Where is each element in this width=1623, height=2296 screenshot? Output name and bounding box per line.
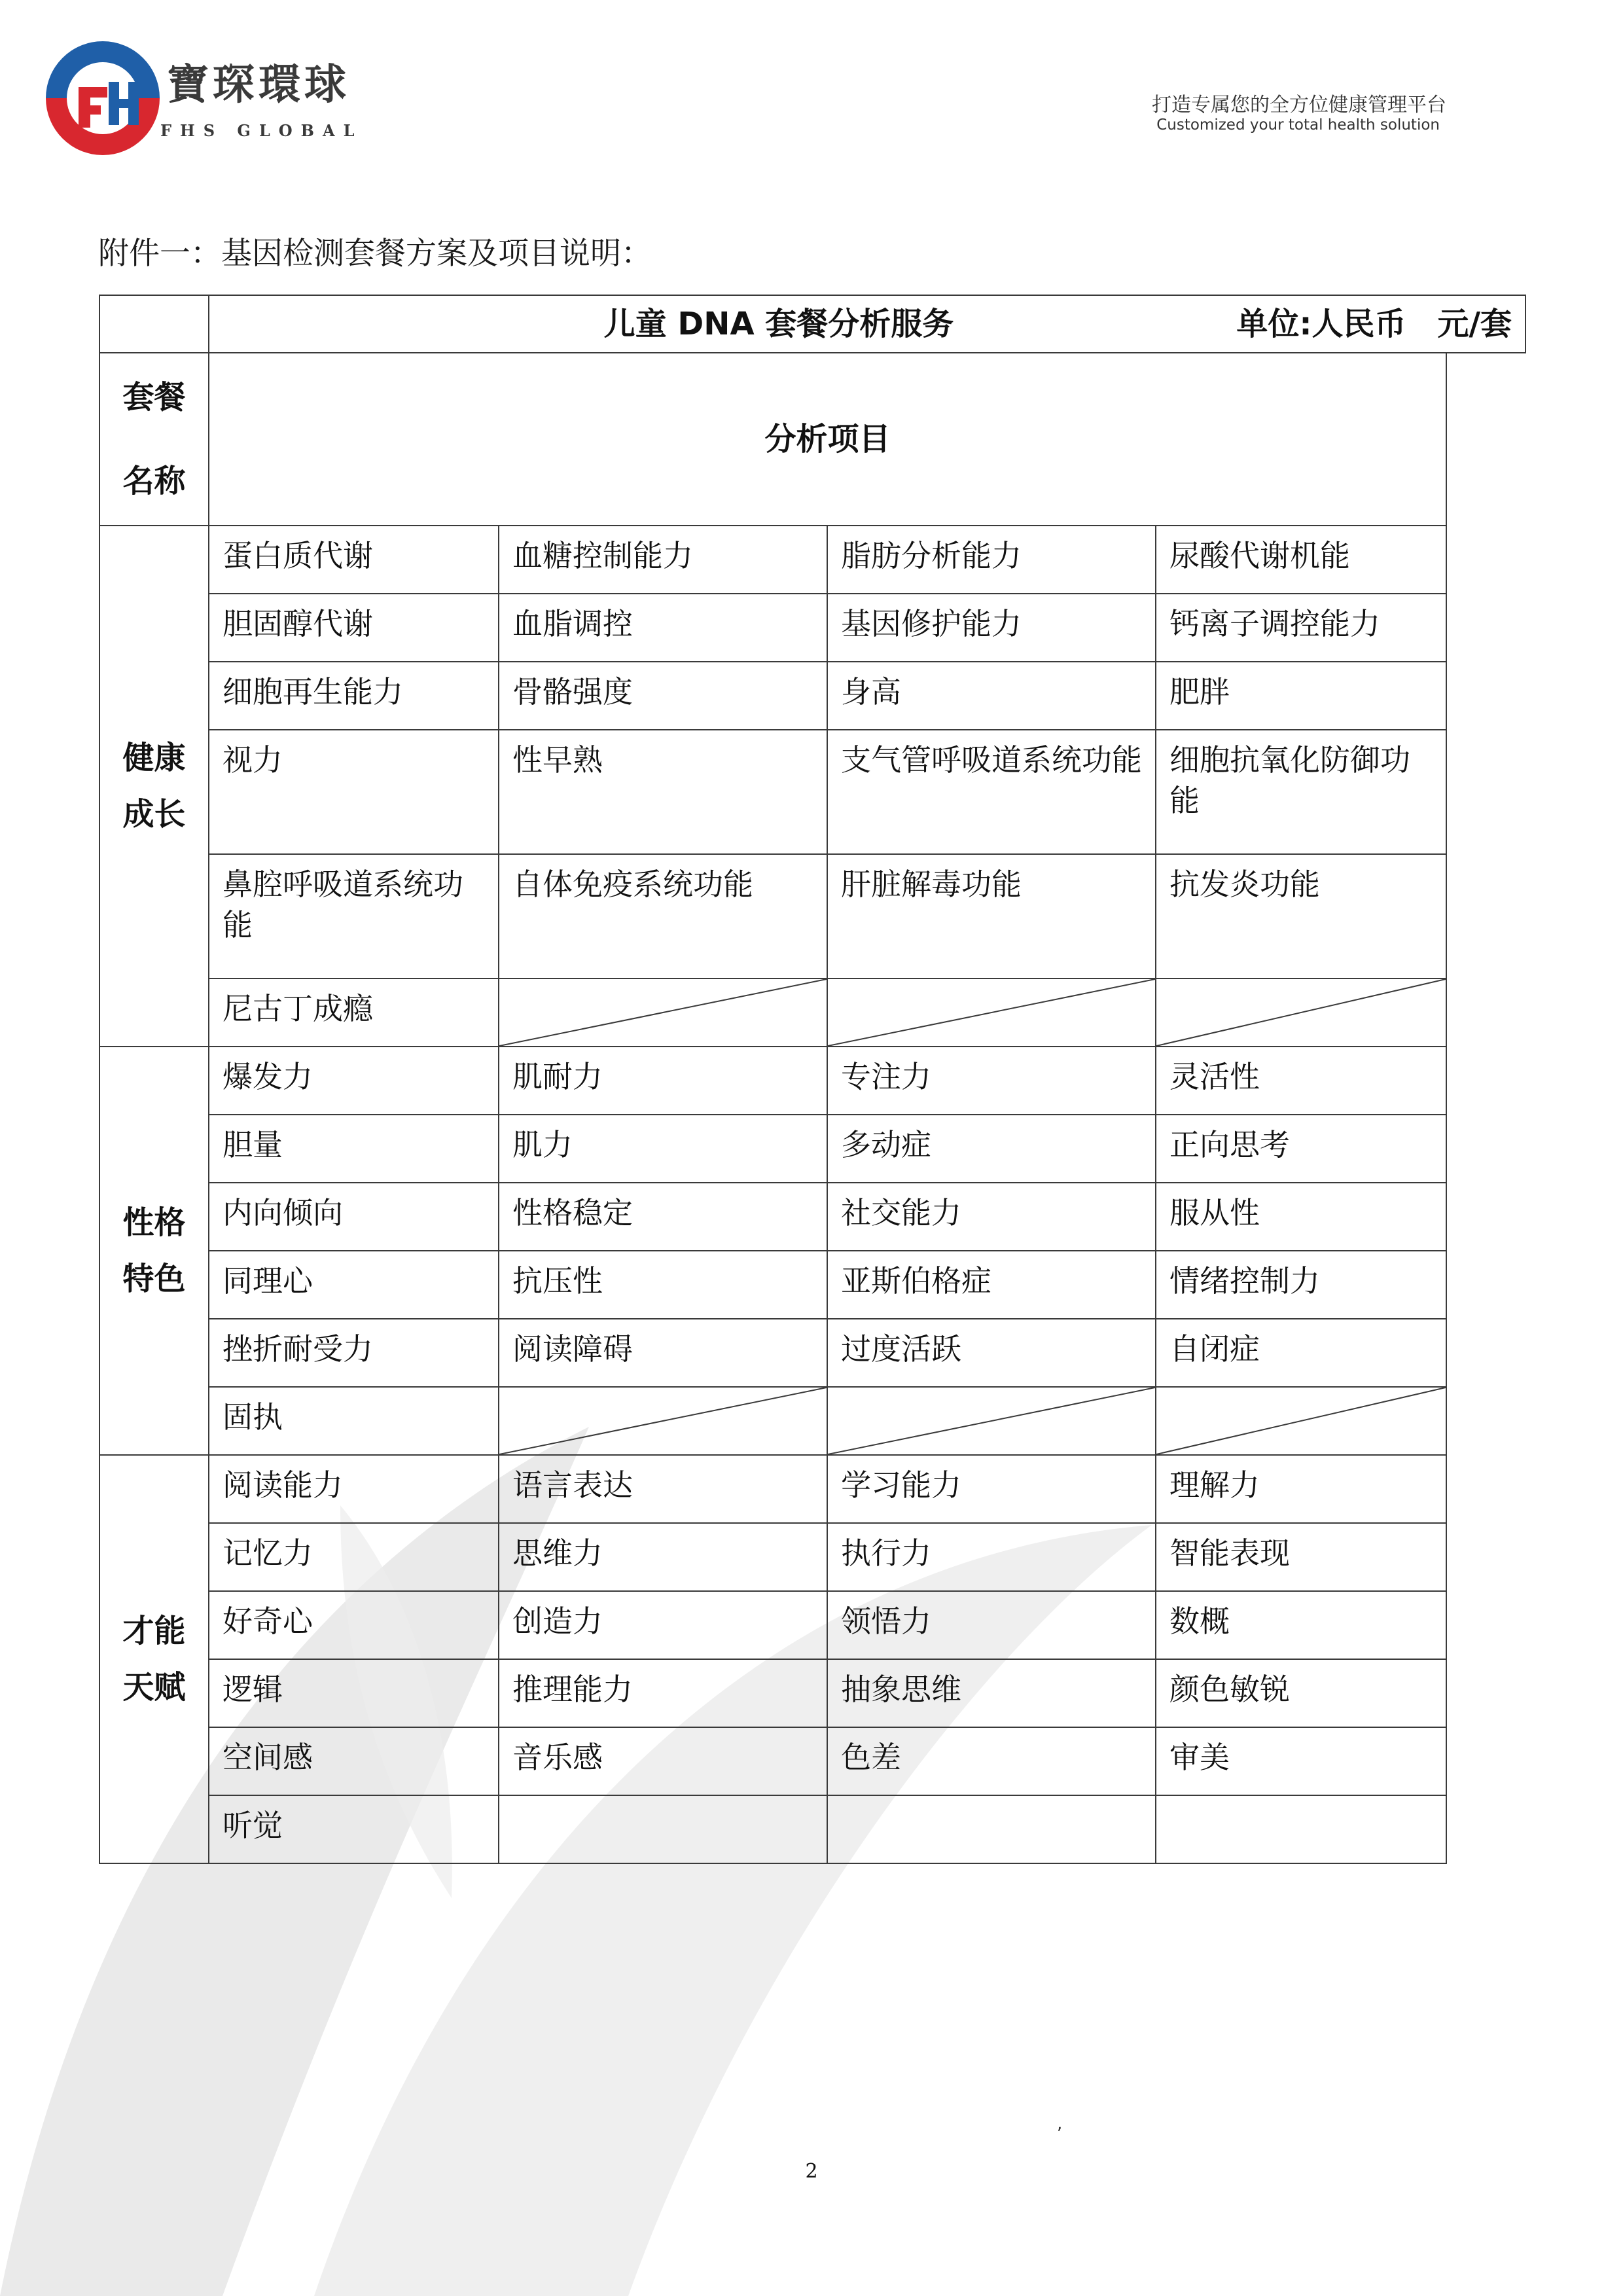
section-name: 健康 成长 xyxy=(99,526,209,1047)
empty-cell xyxy=(1446,730,1525,854)
diagonal-line xyxy=(1156,1388,1446,1454)
empty-cell xyxy=(1446,594,1525,662)
diagonal-line xyxy=(499,1388,827,1454)
analysis-item: 记忆力 xyxy=(209,1523,499,1591)
analysis-item: 支气管呼吸道系统功能 xyxy=(827,730,1156,854)
table-corner-cell xyxy=(99,295,209,353)
fhs-logo-icon xyxy=(41,36,165,160)
empty-cell xyxy=(1446,1659,1525,1727)
analysis-item: 执行力 xyxy=(827,1523,1156,1591)
analysis-item: 自闭症 xyxy=(1156,1319,1446,1387)
analysis-item: 肝脏解毒功能 xyxy=(827,854,1156,978)
analysis-item: 固执 xyxy=(209,1387,499,1455)
empty-diagonal-cell xyxy=(1156,1387,1446,1455)
empty-diagonal-cell xyxy=(499,1387,827,1455)
analysis-item: 创造力 xyxy=(499,1591,827,1659)
slogan-en: Customized your total health solution xyxy=(1156,117,1440,134)
analysis-item: 身高 xyxy=(827,662,1156,730)
analysis-item: 听觉 xyxy=(209,1795,499,1863)
analysis-item: 抗压性 xyxy=(499,1251,827,1319)
analysis-item: 好奇心 xyxy=(209,1591,499,1659)
table-unit: 单位:人民币 元/套 xyxy=(1236,306,1512,342)
analysis-item: 正向思考 xyxy=(1156,1115,1446,1183)
empty-cell xyxy=(1156,1795,1446,1863)
analysis-item: 学习能力 xyxy=(827,1455,1156,1523)
analysis-item: 逻辑 xyxy=(209,1659,499,1727)
analysis-item: 抽象思维 xyxy=(827,1659,1156,1727)
empty-cell xyxy=(1446,353,1525,526)
empty-cell xyxy=(1446,1727,1525,1795)
brand-name-en: FHS GLOBAL xyxy=(160,121,363,140)
stray-mark: , xyxy=(1057,2114,1063,2134)
empty-cell xyxy=(1446,1591,1525,1659)
analysis-item: 爆发力 xyxy=(209,1047,499,1115)
diagonal-line xyxy=(499,979,827,1046)
analysis-item: 肌力 xyxy=(499,1115,827,1183)
diagonal-line xyxy=(828,979,1155,1046)
empty-cell xyxy=(1446,1455,1525,1523)
analysis-item: 智能表现 xyxy=(1156,1523,1446,1591)
analysis-item: 空间感 xyxy=(209,1727,499,1795)
empty-cell xyxy=(1446,1115,1525,1183)
analysis-item: 尼古丁成瘾 xyxy=(209,978,499,1047)
empty-cell xyxy=(1446,1387,1525,1455)
page-number: 2 xyxy=(805,2160,818,2183)
analysis-item: 鼻腔呼吸道系统功能 xyxy=(209,854,499,978)
analysis-item: 蛋白质代谢 xyxy=(209,526,499,594)
analysis-item: 理解力 xyxy=(1156,1455,1446,1523)
empty-diagonal-cell xyxy=(1156,978,1446,1047)
analysis-item: 数概 xyxy=(1156,1591,1446,1659)
package-name-header: 套餐 名称 xyxy=(99,353,209,526)
analysis-item: 灵活性 xyxy=(1156,1047,1446,1115)
empty-cell xyxy=(1446,662,1525,730)
analysis-item: 色差 xyxy=(827,1727,1156,1795)
analysis-item: 钙离子调控能力 xyxy=(1156,594,1446,662)
analysis-item: 内向倾向 xyxy=(209,1183,499,1251)
analysis-item: 抗发炎功能 xyxy=(1156,854,1446,978)
attachment-title: 附件一：基因检测套餐方案及项目说明： xyxy=(98,236,652,272)
table-title: 儿童 DNA 套餐分析服务 xyxy=(603,306,954,342)
analysis-item: 肥胖 xyxy=(1156,662,1446,730)
analysis-item: 血糖控制能力 xyxy=(499,526,827,594)
analysis-item: 服从性 xyxy=(1156,1183,1446,1251)
analysis-item: 社交能力 xyxy=(827,1183,1156,1251)
analysis-item: 颜色敏锐 xyxy=(1156,1659,1446,1727)
empty-cell xyxy=(499,1795,827,1863)
analysis-item: 审美 xyxy=(1156,1727,1446,1795)
analysis-item: 领悟力 xyxy=(827,1591,1156,1659)
analysis-item: 情绪控制力 xyxy=(1156,1251,1446,1319)
section-name: 才能 天赋 xyxy=(99,1455,209,1863)
empty-diagonal-cell xyxy=(827,978,1156,1047)
analysis-item: 脂肪分析能力 xyxy=(827,526,1156,594)
empty-cell xyxy=(1446,1319,1525,1387)
slogan-cn: 打造专属您的全方位健康管理平台 xyxy=(1152,94,1446,117)
empty-cell xyxy=(1446,854,1525,978)
analysis-item: 挫折耐受力 xyxy=(209,1319,499,1387)
analysis-item: 骨骼强度 xyxy=(499,662,827,730)
diagonal-line xyxy=(828,1388,1155,1454)
empty-cell xyxy=(1446,526,1525,594)
diagonal-line xyxy=(1156,979,1446,1046)
analysis-item: 性早熟 xyxy=(499,730,827,854)
analysis-item: 血脂调控 xyxy=(499,594,827,662)
analysis-item: 过度活跃 xyxy=(827,1319,1156,1387)
empty-cell xyxy=(1446,978,1525,1047)
analysis-item: 阅读障碍 xyxy=(499,1319,827,1387)
empty-cell xyxy=(827,1795,1156,1863)
analysis-item: 细胞再生能力 xyxy=(209,662,499,730)
analysis-item: 胆量 xyxy=(209,1115,499,1183)
empty-cell xyxy=(1446,1251,1525,1319)
analysis-item: 同理心 xyxy=(209,1251,499,1319)
table-title-cell xyxy=(209,295,1525,353)
empty-cell xyxy=(1446,1047,1525,1115)
analysis-item: 细胞抗氧化防御功能 xyxy=(1156,730,1446,854)
analysis-item: 亚斯伯格症 xyxy=(827,1251,1156,1319)
empty-diagonal-cell xyxy=(827,1387,1156,1455)
analysis-item: 多动症 xyxy=(827,1115,1156,1183)
empty-diagonal-cell xyxy=(499,978,827,1047)
analysis-item: 肌耐力 xyxy=(499,1047,827,1115)
analysis-item: 自体免疫系统功能 xyxy=(499,854,827,978)
empty-cell xyxy=(1446,1523,1525,1591)
gene-test-package-table xyxy=(99,295,1526,1864)
empty-cell xyxy=(1446,1795,1525,1863)
analysis-item: 推理能力 xyxy=(499,1659,827,1727)
analysis-item: 阅读能力 xyxy=(209,1455,499,1523)
analysis-item: 性格稳定 xyxy=(499,1183,827,1251)
analysis-item: 基因修护能力 xyxy=(827,594,1156,662)
analysis-item: 专注力 xyxy=(827,1047,1156,1115)
analysis-item: 尿酸代谢机能 xyxy=(1156,526,1446,594)
analysis-item: 视力 xyxy=(209,730,499,854)
analysis-items-header: 分析项目 xyxy=(209,353,1446,526)
analysis-item: 语言表达 xyxy=(499,1455,827,1523)
analysis-item: 音乐感 xyxy=(499,1727,827,1795)
section-name: 性格 特色 xyxy=(99,1047,209,1455)
brand-name-cn: 寶琛環球 xyxy=(167,60,350,109)
empty-cell xyxy=(1446,1183,1525,1251)
analysis-item: 胆固醇代谢 xyxy=(209,594,499,662)
analysis-item: 思维力 xyxy=(499,1523,827,1591)
